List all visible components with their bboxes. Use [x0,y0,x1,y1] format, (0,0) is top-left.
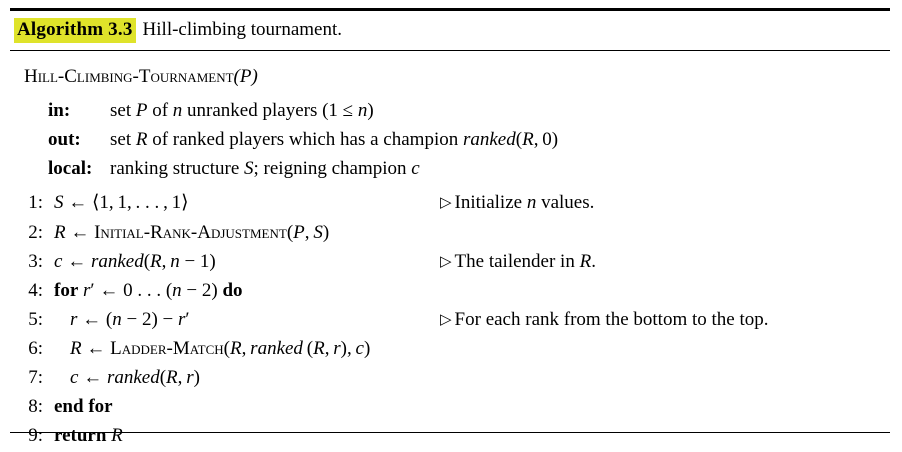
line-number: 4: [28,279,43,301]
declaration-local-key: local: [48,158,93,180]
line-code: for r′ ← 0 . . . (n − 2) do [54,279,243,301]
declaration-in-value: set P of n unranked players (1 ≤ n) [110,100,374,122]
line-code: R ← Ladder-Match(R, ranked (R, r), c) [70,337,371,359]
line-code: c ← ranked(R, n − 1) [54,250,216,272]
line-number: 6: [28,337,43,359]
line-code: R ← Initial-Rank-Adjustment(P, S) [54,221,330,243]
declaration-in [48,97,886,125]
line-code: return R [54,425,123,447]
algorithm-caption-title: Hill-climbing tournament. [142,19,343,40]
line-code: c ← ranked(R, r) [70,367,200,389]
algorithm-line [20,335,886,363]
algorithm-line [20,277,886,305]
algorithm-line [20,248,886,276]
line-comment: ▷ The tailender in R. [440,250,596,272]
declaration-out-value: set R of ranked players which has a champion ranked(R, 0) [110,129,559,151]
declaration-out [48,126,886,154]
algorithm-line [20,189,886,217]
line-number: 7: [28,367,43,389]
line-number: 3: [28,250,43,272]
line-number: 9: [28,425,43,447]
algorithm-signature-name: Hill-Climbing-Tournament [24,66,234,87]
line-code: end for [54,396,113,418]
algorithm-line [20,306,886,334]
declaration-out-key: out: [48,129,81,151]
algorithm-caption [10,11,890,50]
comment-marker-icon: ▷ [440,195,452,212]
algorithm-line [20,422,886,450]
line-comment: ▷ Initialize n values. [440,192,595,214]
line-number: 2: [28,221,43,243]
algorithm-signature [24,63,886,91]
declaration-in-key: in: [48,100,71,122]
line-code: r ← (n − 2) − r′ [70,308,190,330]
line-number: 5: [28,308,43,330]
line-comment: ▷ For each rank from the bottom to the top. [440,308,769,330]
algorithm-number-badge: Algorithm 3.3 [14,18,136,43]
line-code: S ← ⟨1, 1, . . . , 1⟩ [54,192,189,214]
algorithm-body [10,51,890,452]
algorithm-line [20,219,886,247]
bottom-rule-group [10,432,890,433]
algorithm-signature-args: (P) [233,66,258,87]
algorithm-lines [20,189,886,450]
line-number: 1: [28,192,43,214]
comment-marker-icon: ▷ [440,253,452,270]
declaration-local [48,155,886,183]
bottom-rule [10,432,890,433]
comment-marker-icon: ▷ [440,311,452,328]
algorithm-line [20,364,886,392]
line-number: 8: [28,396,43,418]
algorithm-box [10,8,890,452]
declaration-local-value: ranking structure S; reigning champion c [110,158,420,180]
algorithm-line [20,393,886,421]
